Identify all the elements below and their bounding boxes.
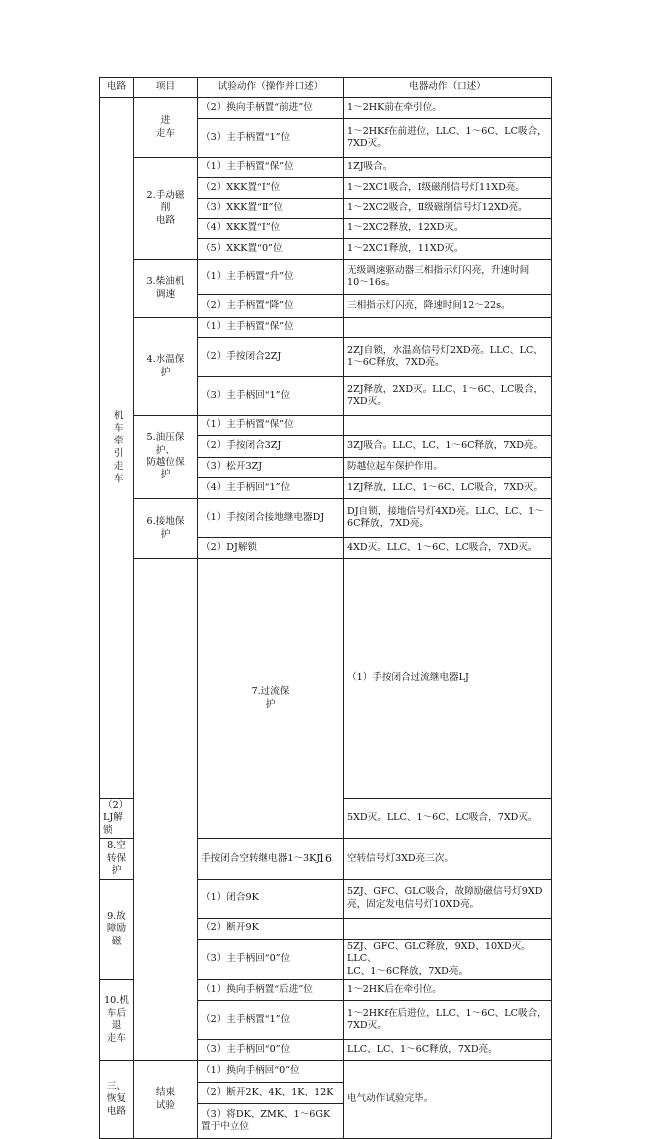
action-cell: （3）主手柄置“1”位 [198, 119, 344, 158]
action-cell: （2）LJ解锁 [100, 798, 134, 838]
action-cell: （3）XKK置“Ⅱ”位 [198, 199, 344, 219]
action-cell: （2）DJ解锁 [198, 538, 344, 559]
header-electrical: 电器动作（口述） [344, 78, 552, 98]
electrical-cell [344, 918, 552, 939]
action-cell: （2）断开9K [198, 918, 344, 939]
action-cell: （1）闭合9K [198, 879, 344, 918]
action-cell: （2）手按闭合3ZJ [198, 436, 344, 458]
electrical-cell: 空转信号灯3XD亮三次。 [344, 839, 552, 879]
item-oil-pressure: 5.油压保 护、 防越位保 护 [134, 416, 198, 499]
electrical-cell [344, 416, 552, 436]
item-fault-excitation: 9.故障励 磁 [100, 879, 134, 979]
electrical-cell: 无级调速驱动器三相指示灯闪亮，升速时间 10～16s。 [344, 260, 552, 295]
action-cell: （2）换向手柄置“前进”位 [198, 98, 344, 119]
action-cell: （2）主手柄置“降”位 [198, 295, 344, 318]
action-cell: （4）XKK置“Ⅰ”位 [198, 219, 344, 239]
electrical-cell: DJ自锁，接地信号灯4XD亮。LLC、LC、1～ 6C释放，7XD亮。 [344, 499, 552, 538]
test-procedure-table [99, 77, 552, 1139]
item-reverse: 10.机车后 退 走车 [100, 980, 134, 1061]
electrical-cell: 三相指示灯闪亮，降速时间12～22s。 [344, 295, 552, 318]
electrical-cell: 1～2HKf在前进位，LLC、1～6C、LC吸合， 7XD灭。 [344, 119, 552, 158]
action-cell: （1）换向手柄置“后进”位 [198, 980, 344, 1001]
action-cell: （3）将DK、ZMK、1～6GK 置于中立位 [198, 1104, 344, 1139]
electrical-cell: 4XD灭。LLC、1～6C、LC吸合，7XD灭。 [344, 538, 552, 559]
electrical-cell: 1～2XC1释放，11XD灭。 [344, 239, 552, 260]
page-number: 16 [318, 852, 332, 865]
action-cell: （5）XKK置“0”位 [198, 239, 344, 260]
section-protection-blank [134, 559, 198, 1061]
action-cell: （3）主手柄回“0”位 [198, 1040, 344, 1061]
electrical-cell: 1～2XC2释放，12XD灭。 [344, 219, 552, 239]
electrical-cell: 2ZJ自锁，水温高信号灯2XD亮。LLC、LC、 1～6C释放，7XD亮。 [344, 338, 552, 377]
action-cell: （2）手按闭合2ZJ [198, 338, 344, 377]
action-cell: （2）主手柄置“1”位 [198, 1001, 344, 1040]
item-water-temp: 4.水温保 护 [134, 318, 198, 416]
action-cell: （2）断开2K、4K、1K、12K [198, 1083, 344, 1104]
action-cell: （1）换向手柄回“0”位 [198, 1061, 344, 1083]
electrical-cell: 1～2HKf在后进位，LLC、1～6C、LC吸合， 7XD灭。 [344, 1001, 552, 1040]
action-cell: （3）主手柄回“0”位 [198, 939, 344, 979]
electrical-cell: 1～2HK前在牵引位。 [344, 98, 552, 119]
action-cell: （3）松开3ZJ [198, 458, 344, 478]
item-slip-protection: 8.空转保 护 [100, 839, 134, 879]
action-cell: （1）手按闭合接地继电器DJ [198, 499, 344, 538]
electrical-cell: 1～2XC2吸合，Ⅱ级磁削信号灯12XD亮。 [344, 199, 552, 219]
electrical-cell: 1～2XC1吸合，Ⅰ级磁削信号灯11XD亮。 [344, 178, 552, 199]
section-traction [100, 98, 134, 799]
item-field-weakening: 2.手动磁 削 电路 [134, 158, 198, 260]
electrical-cell [344, 318, 552, 338]
electrical-cell: 5ZJ、GFC、GLC吸合，故障励磁信号灯9XD 亮，固定发电信号灯10XD亮。 [344, 879, 552, 918]
electrical-cell: 1～2HK后在牵引位。 [344, 980, 552, 1001]
electrical-cell: 5ZJ、GFC、GLC释放，9XD、10XD灭。LLC、 LC、1～6C释放，7XD亮。 [344, 939, 552, 979]
item-end-test: 结束 试验 [134, 1061, 198, 1139]
electrical-cell: 电气动作试验完毕。 [344, 1061, 552, 1139]
item-forward: 进 走车 [134, 98, 198, 158]
section-traction-label: 机车牵引走车 [111, 410, 123, 486]
action-cell: （3）主手柄回“1”位 [198, 377, 344, 416]
action-cell: （2）XKK置“Ⅰ”位 [198, 178, 344, 199]
action-cell: （1）主手柄置“升”位 [198, 260, 344, 295]
electrical-cell: LLC、LC、1～6C释放，7XD亮。 [344, 1040, 552, 1061]
electrical-cell: 1ZJ释放，LLC、1～6C、LC吸合，7XD灭。 [344, 478, 552, 499]
electrical-cell: 3ZJ吸合。LLC、LC、1～6C释放，7XD亮。 [344, 436, 552, 458]
header-action: 试验动作（操作并口述） [198, 78, 344, 98]
header-circuit: 电路 [100, 78, 134, 98]
item-overcurrent: 7.过流保 护 [198, 559, 344, 839]
action-cell: 手按闭合空转继电器1～3KJ [198, 839, 344, 879]
header-item: 项目 [134, 78, 198, 98]
action-cell: （1）手按闭合过流继电器LJ [344, 559, 552, 799]
electrical-cell: 防越位起车保护作用。 [344, 458, 552, 478]
action-cell: （1）主手柄置“保”位 [198, 318, 344, 338]
electrical-cell: 2ZJ释放，2XD灭。LLC、1～6C、LC吸合， 7XD灭。 [344, 377, 552, 416]
item-ground-protection: 6.接地保 护 [134, 499, 198, 559]
action-cell: （4）主手柄回“1”位 [198, 478, 344, 499]
electrical-cell: 1ZJ吸合。 [344, 158, 552, 178]
action-cell: （1）主手柄置“保”位 [198, 158, 344, 178]
section-recovery: 三、 恢复 电路 [100, 1061, 134, 1139]
action-cell: （1）主手柄置“保”位 [198, 416, 344, 436]
electrical-cell: 5XD灭。LLC、1～6C、LC吸合，7XD灭。 [344, 798, 552, 838]
item-diesel-speed: 3.柴油机 调速 [134, 260, 198, 318]
